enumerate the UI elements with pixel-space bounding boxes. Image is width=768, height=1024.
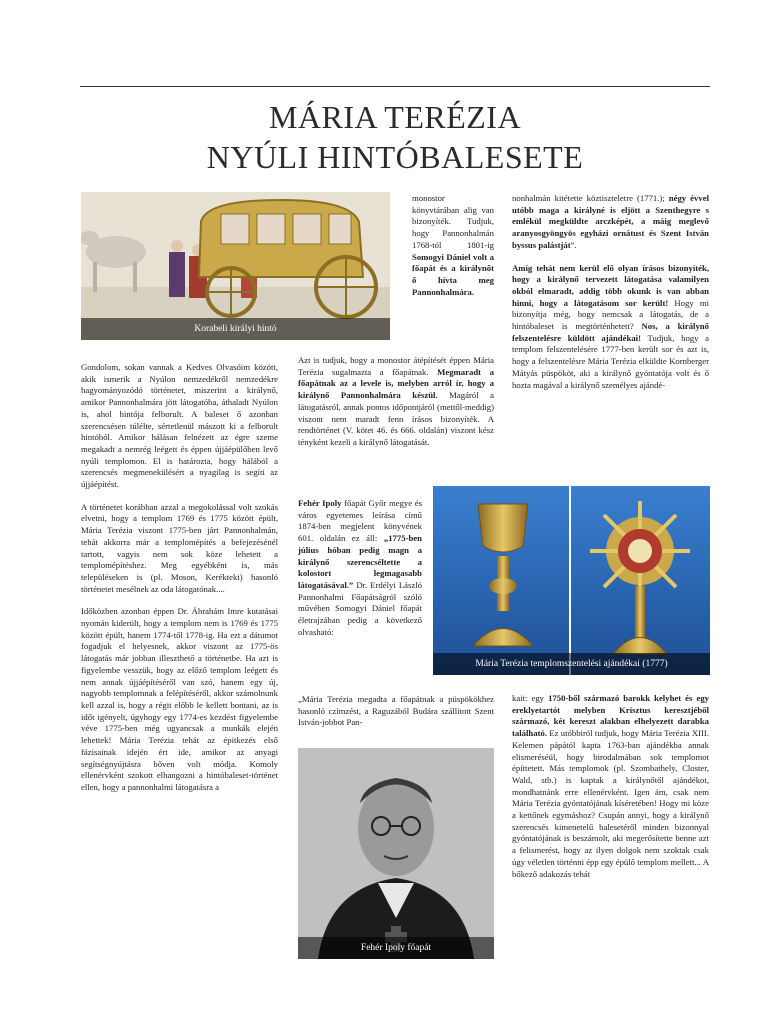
text-mid-1: monostor könyvtárában alig van bizonyíték. Tudjuk, hogy Pannonhalmán 1768-tól 1801-ig — [412, 193, 494, 250]
carriage-caption: Korabeli királyi hintó — [81, 318, 390, 340]
right-text-1-end: ”. — [570, 239, 577, 250]
portrait-illustration — [298, 748, 494, 959]
title-line-1: MÁRIA TERÉZIA — [268, 99, 522, 135]
text-mid-5: Dr. Erdélyi László Pannonhalmi Főapátságról szóló művében Somogyi Dániel főapát életrajzában pedig a következő olvasható: — [298, 579, 422, 637]
fehér-ipoly-bold: Fehér Ipoly — [298, 498, 342, 508]
column-left — [81, 362, 278, 794]
column-right-top — [512, 193, 709, 391]
right-text-1-bold: négy évvel utóbb maga a királyné is eljött a Szenthegyre s emlékül megküldte arczképét, a máig meglevő aranyosgyöngyös egyházi ornátust és Szent István byssus palástját — [512, 193, 709, 250]
column-middle-wide — [298, 694, 494, 729]
title-line-2: NYÚLI HINTÓBALESETE — [206, 139, 584, 175]
right-text-2-bold: Amíg tehát nem kerül elő olyan írásos bizonyíték, hogy a királynő tervezett látogatása valamilyen okból elmaradt, addig több okunk is van abban hinni, hogy a látogatásom sor került! — [512, 262, 709, 308]
right-text-1: nonhalmán kitétette köztiszteletre (1771.); — [512, 193, 669, 203]
column-middle-second — [298, 498, 422, 638]
relics-figure — [433, 486, 710, 675]
quote-bold: „1775-ben július hóban pedig magn a királynő szerencséltette a kolostort legmagasabb látogatásával.” — [298, 533, 422, 590]
left-paragraph-3: Időközben azonban éppen Dr. Ábrahám Imre kutatásai nyomán kiderült, hogy a templom nem is 1769 és 1775 között épült, hanem 1774-től 1778-ig. Ha ezt a dátumot fogadjuk el helyesnek, akkor viszont az 1775-ös látogatás már jobban illeszthető a történetbe. Ha azt is figyelembe vesszük, hogy az előző templom leégett és nem annak újjáépítéséről van szó, hanem egy új, nagyobb templomnak a felépítéséről, akkor számolnunk kell azzal is, hogy a régit előbb le kellett bontani, az is időt igényelt, úgyhogy egy 1774-es kezdést figyelembe véve 1775-ben még ugyancsak a munkák elején lehettek! Mária Terézia tehát az építkezés első fázisainak idején ért ide, amikor az anyagi segítségnyújtásra bőven volt módja. Komoly ellenérvként szokott elhangozni a hintóbaleset-történet ellen, hogy a pannonhalmi látogatásra a — [81, 606, 278, 792]
relics-caption: Mária Terézia templomszentelési ajándékai (1777) — [433, 653, 710, 675]
text-mid-2-bold: Megmaradt a főapátnak az a levele is, melyben arról ír, hogy a királynő Pannonhalmára készül. — [298, 366, 494, 401]
right-bottom-1: kait: egy — [512, 693, 549, 703]
text-mid-3: Magáról a látogatásról, annak pontos időpontjáról (mettől-meddig) viszont nem maradt fenn írásos bizonyíték. A rendtörténet (V. kötet 46. és 666. oldalán) viszont kész tényként kezeli a királynő látogatását. — [298, 390, 494, 447]
left-paragraph-1: Gondolom, sokan vannak a Kedves Olvasóim között, akik ismerik a Nyúlon nemzedékről nemzedékre hagyományozódó történetet, miszerint a királynő, amikor Pannonhalmára jött látogatóba, áthaladt Nyúlon is, ahol hintója felborult. A baleset ő azonban szerencsésen túlélte, sértetlenül mászott ki a felborult hintóból. Amikor hálásan felnézett az égre szeme megakadt a nemrég leégett és éppen újjáépülőben levő nyúli templomon. El is határozta, hogy hálából a szerencsés megmenekülésért a nyagilag is segíti az újjáépítést. — [81, 362, 278, 490]
article-title — [80, 97, 710, 177]
column-middle-main — [298, 355, 494, 460]
text-mid-2: Azt is tudjuk, hogy a monostor átépítését éppen Mária Terézia sugalmazta a főapátnak. — [298, 355, 494, 377]
column-right-bottom — [512, 693, 709, 880]
right-text-2: Hogy mi bizonyítja még, hogy nemcsak a látogatás, de a hintóbaleset is megtörténhetett? — [512, 297, 709, 332]
right-text-2-bold2: Nos, a királynő felszentelésre küldött ajándékai! — [512, 321, 709, 343]
right-text-3: Tudjuk, hogy a templom felszentelésére 1777-ben került sor és azt is, hogy a felszentelésre Mária Terézia elküldte Kornberger Mátyás püspököt, aki a királynő gyóntatója volt és ő hozta magával a királynő személyes ajándé- — [512, 332, 709, 390]
carriage-figure — [81, 192, 390, 340]
text-mid-4: főapát Győr megye és város egyetemes leírása című 1874-ben megjelent könyvének 601. oldalán ez áll: — [298, 498, 422, 544]
portrait-figure — [298, 748, 494, 959]
text-mid-1-bold: Somogyi Dániel volt a főapát és a királynőt ő hívta meg Pannonhalmára. — [412, 251, 494, 297]
right-bottom-2: Ez utóbbiról tudjuk, hogy Mária Terézia XIII. Kelemen pápától kapta 1763-ban ajándékba annak elismeréséül, hogy birodalmában sok templomot építtetett. Más templomok (pl. Szombathely, Closter, Wald, stb.) is kaptak a királynőtől ajándékot, mondhatnánk erre ellenérvként. Igen ám, csak nem Mária Terézia gyóntatójának kíséretében! Hogy mi köze a kettőnek egymáshoz? Csupán annyi, hogy a királynő szerencsés kimenetelű balesetéről minden bizonnyal gyóntatójának is beszámolt, aki megerősítette benne azt a felismerést, hogy az ilyen dolgok nem szoktak csak úgy véletlen történni épp egy épülő templom mellett... A bőkező adakozás tehát — [512, 728, 709, 879]
right-bottom-bold: 1750-ből származó barokk kelyhet és egy ereklyetartót melyben Krisztus keresztjéből származó, két kereszt alakban elhelyezett darabka található. — [512, 693, 710, 739]
left-paragraph-2: A történetet korábban azzal a megokolással volt szokás elvetni, hogy a templom 1769 és 1775 között épült, Mária Terézia viszont 1775-ben járt Pannonhalmán, tehát akkorra már a templomépítés a befejezésénél tartott, vagyis nem sok köze lehetett a templomépítéshez. Meg egyébként is, más településeken is (pl. Moson, Kerékteki) hasonló történetet mesélnek az oda látogatónak.... — [81, 501, 278, 594]
top-rule — [80, 86, 710, 87]
column-middle-top — [412, 193, 494, 298]
relics-illustration — [433, 486, 710, 675]
portrait-caption: Fehér Ipoly főapát — [298, 937, 494, 959]
text-mid-6: „Mária Terézia megadta a főapátnak a püspökökhez hasonló czímzést, a Raguzából Budára szállított Szent István-jobbot Pan- — [298, 694, 494, 728]
